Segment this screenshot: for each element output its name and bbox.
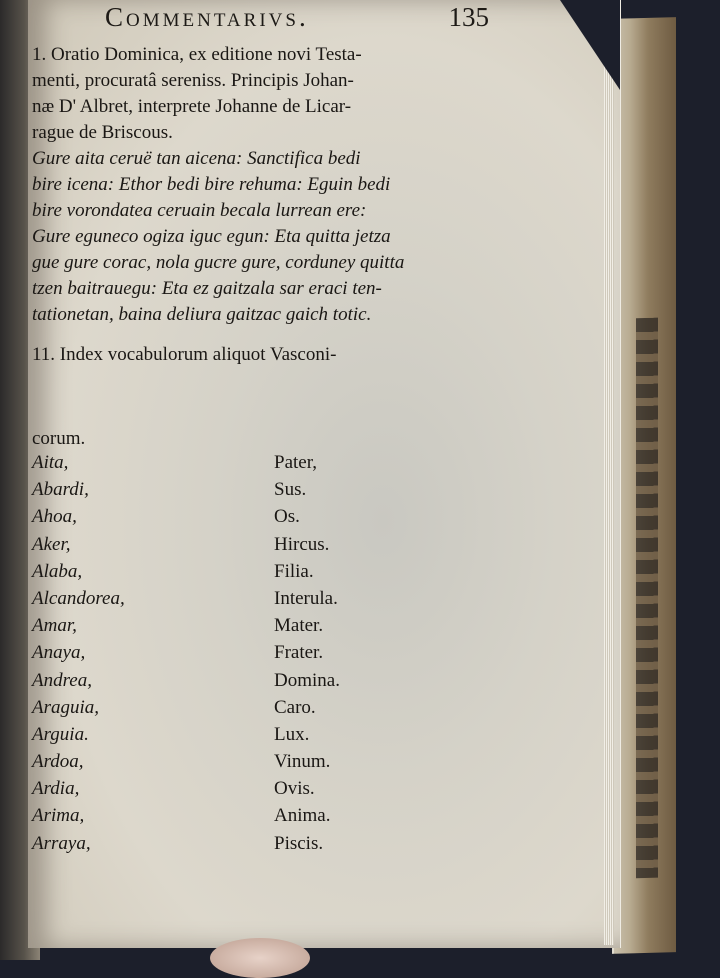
- basque-word: Aker,: [32, 533, 71, 555]
- book-spine: [612, 17, 676, 954]
- section2-heading-line: corum.: [32, 428, 86, 449]
- latin-word: Frater.: [274, 642, 324, 664]
- vocab-row: [32, 697, 452, 724]
- latin-word: Anima.: [274, 805, 331, 827]
- section1-heading-line: 1. Oratio Dominica, ex editione novi Testa-: [32, 44, 362, 65]
- prayer-line: bire vorondatea ceruain becala lurrean ere:: [32, 200, 367, 221]
- basque-word: Amar,: [32, 615, 77, 637]
- latin-word: Filia.: [274, 560, 314, 582]
- prayer-line: tationetan, baina deliura gaitzac gaich totic.: [32, 304, 372, 325]
- vocab-row: [32, 670, 452, 697]
- running-head: Commentarivs.: [105, 2, 309, 32]
- basque-word: Ardoa,: [32, 751, 84, 773]
- basque-word: Andrea,: [32, 669, 92, 691]
- latin-word: Caro.: [274, 696, 316, 718]
- vocabulary-list: [32, 428, 452, 860]
- latin-word: Domina.: [274, 669, 340, 691]
- body-text: [32, 42, 494, 368]
- page-header: [105, 2, 495, 38]
- latin-word: Piscis.: [274, 832, 324, 854]
- vocab-row: [32, 615, 452, 642]
- section2-heading-line: 11. Index vocabulorum aliquot Vasconi-: [32, 344, 337, 365]
- latin-word: Os.: [274, 506, 300, 528]
- basque-word: Ardia,: [32, 778, 80, 800]
- basque-word: Arima,: [32, 805, 85, 827]
- thumb: [210, 938, 310, 978]
- vocab-row: [32, 534, 452, 561]
- basque-word: Abardi,: [32, 479, 89, 501]
- latin-word: Interula.: [274, 587, 338, 609]
- latin-word: Mater.: [274, 615, 324, 637]
- torn-page-corner: [560, 0, 620, 90]
- vocab-row: [32, 561, 452, 588]
- basque-word: Anaya,: [32, 642, 86, 664]
- vocab-row: [32, 642, 452, 669]
- page-number: 135: [448, 2, 489, 32]
- latin-word: Pater,: [274, 452, 318, 473]
- section1-heading-line: rague de Briscous.: [32, 122, 173, 143]
- latin-word: Hircus.: [274, 533, 330, 555]
- vocab-row: [32, 506, 452, 533]
- basque-word: Arraya,: [32, 832, 91, 854]
- prayer-line: Gure aita ceruë tan aicena: Sanctifica bedi: [32, 148, 361, 169]
- vocab-row: [32, 805, 452, 832]
- prayer-line: Gure eguneco ogiza iguc egun: Eta quitta jetza: [32, 226, 391, 247]
- latin-word: Lux.: [274, 723, 310, 745]
- basque-word: Araguia,: [32, 696, 100, 718]
- page-edges: [604, 30, 614, 945]
- prayer-line: tzen baitrauegu: Eta ez gaitzala sar eraci ten-: [32, 278, 382, 299]
- spine-lettering: [636, 318, 658, 879]
- prayer-line: gue gure corac, nola gucre gure, corduney quitta: [32, 252, 405, 273]
- basque-word: Ahoa,: [32, 506, 77, 528]
- vocab-row: [32, 588, 452, 615]
- basque-word: Arguia.: [32, 723, 89, 745]
- latin-word: Vinum.: [274, 751, 331, 773]
- vocab-row: [32, 751, 452, 778]
- section1-heading-line: menti, procuratâ sereniss. Principis Johan-: [32, 70, 354, 91]
- basque-word: Alaba,: [32, 560, 83, 582]
- basque-word: Aita,: [32, 452, 69, 473]
- latin-word: Sus.: [274, 479, 307, 501]
- section1-heading-line: næ D' Albret, interprete Johanne de Licar-: [32, 96, 352, 117]
- vocab-row: [32, 724, 452, 751]
- basque-word: Alcandorea,: [32, 587, 125, 609]
- prayer-line: bire icena: Ethor bedi bire rehuma: Eguin bedi: [32, 174, 391, 195]
- latin-word: Ovis.: [274, 778, 315, 800]
- vocab-row: [32, 479, 452, 506]
- vocab-row: [32, 833, 452, 860]
- vocab-row: [32, 452, 452, 479]
- vocab-row: [32, 778, 452, 805]
